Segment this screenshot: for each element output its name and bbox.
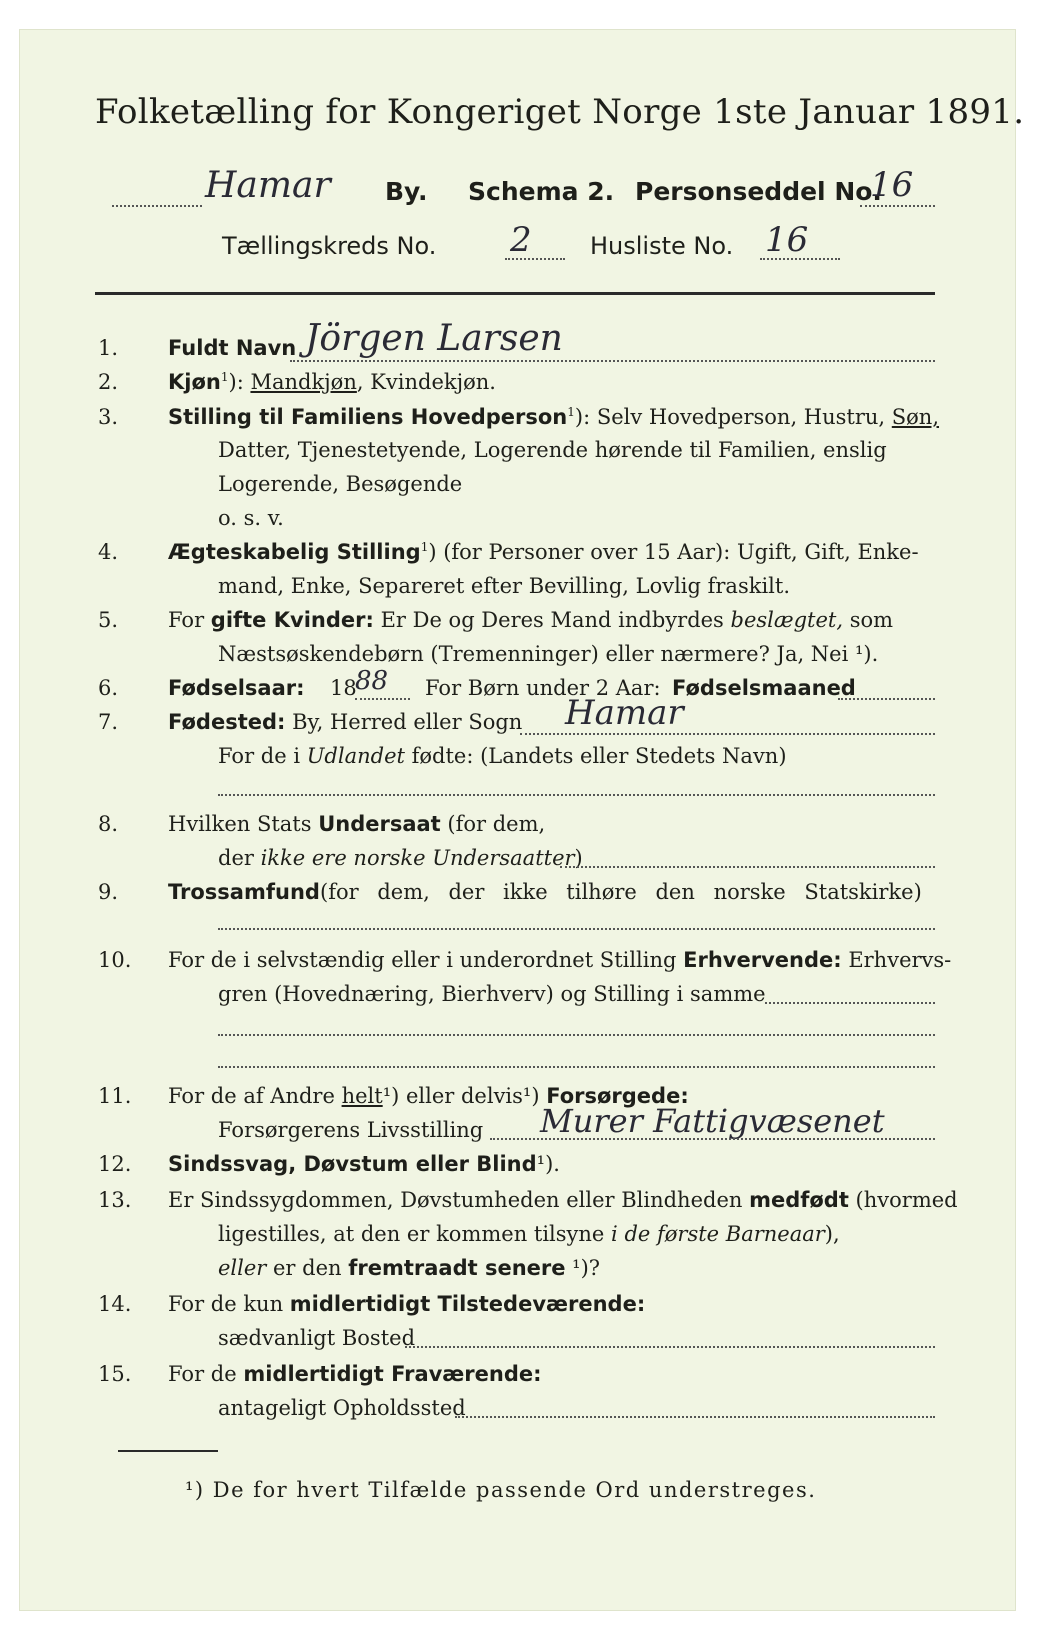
q12-number: 12. — [98, 1152, 132, 1176]
q6-month-leader — [838, 698, 935, 700]
q1-answer-handwritten: Jörgen Larsen — [305, 318, 563, 359]
q15-line2: antageligt Opholdssted — [218, 1396, 466, 1420]
q5-number: 5. — [98, 608, 119, 632]
q12-line: Sindssvag, Døvstum eller Blind¹). — [168, 1152, 560, 1176]
q10-number: 10. — [98, 948, 132, 972]
q7-label: Fødested: — [168, 710, 286, 734]
q1-leader — [290, 360, 935, 362]
q6-year-leader — [355, 698, 410, 700]
q3-number: 3. — [98, 405, 119, 429]
q5-line1: For gifte Kvinder: Er De og Deres Mand indbyrdes beslægtet, som — [168, 608, 894, 632]
q15-line1: For de midlertidigt Fraværende: — [168, 1362, 542, 1386]
taellingskreds-leader — [505, 258, 565, 260]
q4-label: Ægteskabelig Stilling — [168, 540, 421, 564]
city-leader — [112, 205, 202, 207]
q3-line2: Datter, Tjenestetyende, Logerende hørende til Familien, enslig — [218, 438, 887, 462]
q8-label: Undersaat — [318, 812, 441, 836]
husliste-number: 16 — [765, 220, 809, 260]
husliste-leader — [760, 258, 840, 260]
q14-label: midlertidigt Tilstedeværende: — [289, 1292, 646, 1316]
q7-number: 7. — [98, 710, 119, 734]
q11-answer-handwritten: Murer Fattigvæsenet — [540, 1102, 885, 1140]
q10-leader3 — [218, 1066, 935, 1068]
q7-foreign-leader — [218, 794, 935, 796]
q8-leader — [560, 866, 935, 868]
q13-line2: ligestilles, at den er kommen tilsyne i de første Barneaar), — [218, 1222, 840, 1246]
q7-line1: Fødested: By, Herred eller Sogn — [168, 710, 523, 734]
q9-text: (for dem, der ikke tilhøre den norske Statskirke) — [320, 880, 922, 904]
q10-line2: gren (Hovednæring, Bierhverv) og Stilling i samme — [218, 982, 766, 1006]
q13-number: 13. — [98, 1188, 132, 1212]
q5-line2: Næstsøskendebørn (Tremenninger) eller nærmere? Ja, Nei ¹). — [218, 642, 879, 666]
q1-label: Fuldt Navn — [168, 336, 297, 360]
q3-line3: Logerende, Besøgende — [218, 472, 463, 496]
form-title: Folketælling for Kongeriget Norge 1ste Januar 1891. — [95, 92, 1025, 132]
q7-line2: For de i Udlandet fødte: (Landets eller Stedets Navn) — [218, 744, 787, 768]
q14-number: 14. — [98, 1292, 132, 1316]
q2-number: 2. — [98, 370, 119, 394]
footnote: ¹) De for hvert Tilfælde passende Ord understreges. — [185, 1478, 817, 1502]
city-handwritten: Hamar — [205, 165, 331, 206]
q9-number: 9. — [98, 880, 119, 904]
q2-option-mandkjon: Mandkjøn — [250, 370, 357, 394]
q14-leader — [405, 1346, 935, 1348]
personseddel-leader — [860, 205, 935, 207]
q11-label: Forsørgede: — [546, 1084, 689, 1108]
q3-line1: Stilling til Familiens Hovedperson$^1$): Selv Hovedperson, Hustru, Søn, — [168, 405, 940, 429]
q4-number: 4. — [98, 540, 119, 564]
taellingskreds-label: Tællingskreds No. — [222, 232, 437, 260]
q11-number: 11. — [98, 1084, 132, 1108]
q5-label: gifte Kvinder: — [210, 608, 374, 632]
q15-leader — [455, 1416, 935, 1418]
personseddel-label: Personseddel No. — [635, 177, 882, 206]
q6-year-prefix: 18 — [330, 676, 357, 700]
q10-leader2 — [218, 1034, 935, 1036]
q13-label: medfødt — [749, 1188, 849, 1212]
q10-leader1 — [765, 1002, 935, 1004]
taellingskreds-number: 2 — [510, 220, 532, 260]
q8-line1: Hvilken Stats Undersaat (for dem, — [168, 812, 546, 836]
q7-answer-handwritten: Hamar — [565, 693, 684, 733]
q6-number: 6. — [98, 676, 119, 700]
q9-label: Trossamfund — [168, 880, 320, 904]
q4-line1: Ægteskabelig Stilling$^1$) (for Personer over 15 Aar): Ugift, Gift, Enke- — [168, 540, 919, 564]
footnote-rule — [118, 1450, 218, 1452]
q14-line2: sædvanligt Bosted — [218, 1326, 416, 1350]
q10-label: Erhvervende: — [683, 948, 842, 972]
q9-leader — [218, 928, 935, 930]
schema-label: Schema 2. — [468, 177, 615, 206]
q6-year-handwritten: 88 — [355, 666, 389, 696]
q14-line1: For de kun midlertidigt Tilstedeværende: — [168, 1292, 646, 1316]
q13-label2: fremtraadt senere — [348, 1256, 566, 1280]
q3-label: Stilling til Familiens Hovedperson — [168, 405, 568, 429]
q2-option-kvindekjon: Kvindekjøn. — [370, 370, 496, 394]
q15-number: 15. — [98, 1362, 132, 1386]
q7-leader — [520, 733, 935, 735]
q4-line2: mand, Enke, Separeret efter Bevilling, Lovlig fraskilt. — [218, 574, 791, 598]
q15-label: midlertidigt Fraværende: — [243, 1362, 542, 1386]
q11-line2: Forsørgerens Livsstilling — [218, 1118, 484, 1142]
q11-line1: For de af Andre helt¹) eller delvis¹) Forsørgede: — [168, 1084, 689, 1108]
q8-line2: der ikke ere norske Undersaatter) — [218, 846, 583, 870]
q12-label: Sindssvag, Døvstum eller Blind — [168, 1152, 537, 1176]
q13-line1: Er Sindssygdommen, Døvstumheden eller Blindheden medfødt (hvormed — [168, 1188, 958, 1212]
personseddel-number: 16 — [870, 165, 914, 205]
q6-label: Fødselsaar: — [168, 676, 305, 700]
q3-line4: o. s. v. — [218, 506, 284, 530]
q13-line3: eller er den fremtraadt senere ¹)? — [218, 1256, 601, 1280]
q8-number: 8. — [98, 812, 119, 836]
by-label: By. — [385, 177, 428, 206]
q11-leader — [490, 1138, 935, 1140]
q11-option-helt: helt — [341, 1084, 383, 1108]
q3-option-son: Søn, — [891, 405, 940, 429]
q1-number: 1. — [98, 336, 119, 360]
q2-line: Kjøn$^1$): Mandkjøn, Kvindekjøn. — [168, 370, 496, 394]
q2-label: Kjøn — [168, 370, 221, 394]
q6-label2: Fødselsmaaned — [672, 676, 856, 700]
q10-line1: For de i selvstændig eller i underordnet Stilling Erhvervende: Erhvervs- — [168, 948, 952, 972]
husliste-label: Husliste No. — [590, 232, 734, 260]
header-divider — [95, 292, 935, 295]
q6-text: For Børn under 2 Aar: — [425, 676, 661, 700]
